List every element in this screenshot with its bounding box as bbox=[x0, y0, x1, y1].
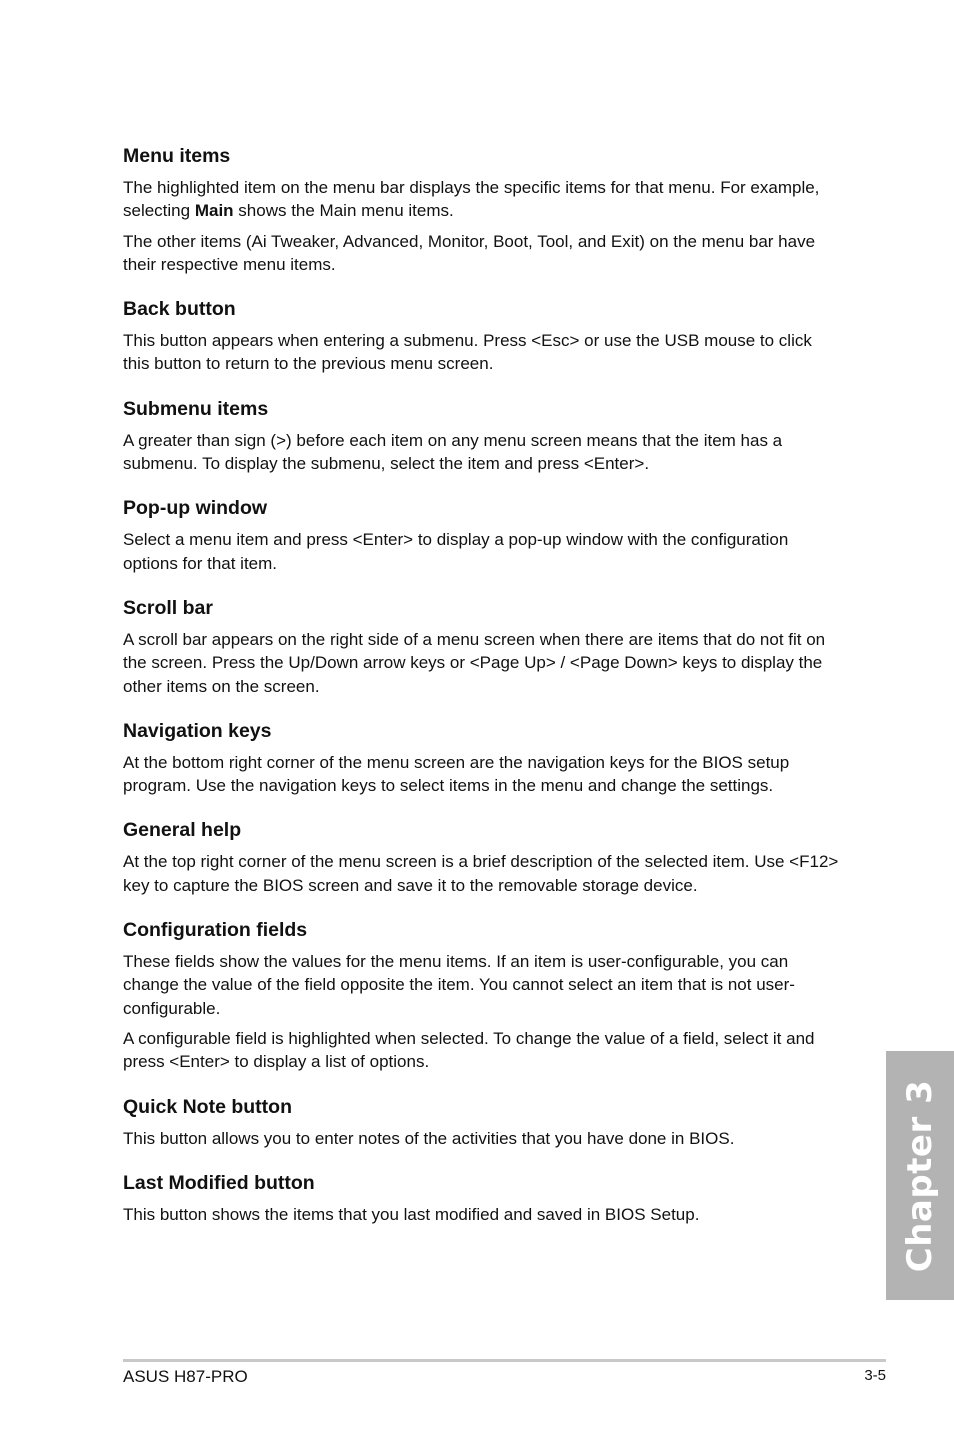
section-popup-window bbox=[123, 494, 843, 575]
section-heading: General help bbox=[123, 819, 242, 842]
section-menu-items bbox=[123, 142, 843, 276]
paragraph: This button allows you to enter notes of the activities that you have done in BIOS. bbox=[123, 1128, 735, 1148]
paragraph: A configurable field is highlighted when selected. To change the value of a field, select it and press <Enter> to display a list of options. bbox=[123, 1028, 815, 1072]
paragraph: At the top right corner of the menu screen is a brief description of the selected item. Use <F12> key to capture the BIOS screen and save it to the removable storage device. bbox=[123, 852, 839, 895]
paragraph: These fields show the values for the menu items. If an item is user-configurable, you can change the value of the field opposite the item. You cannot select an item that is not user-configurable. bbox=[123, 952, 795, 1018]
section-quick-note-button bbox=[123, 1093, 843, 1150]
section-heading: Quick Note button bbox=[123, 1095, 292, 1118]
paragraph: A scroll bar appears on the right side of a menu screen when there are items that do not fit on the screen. Press the Up/Down arrow keys or <Page Up> / <Page Down> keys to display the other items on the screen. bbox=[123, 629, 826, 696]
section-heading: Menu items bbox=[123, 145, 231, 167]
paragraph: At the bottom right corner of the menu screen are the navigation keys for the BIOS setup program. Use the navigation keys to select items in the menu and change the settings. bbox=[123, 752, 790, 796]
section-navigation-keys bbox=[123, 717, 843, 798]
footer-divider bbox=[123, 1359, 886, 1362]
paragraph: This button appears when entering a submenu. Press <Esc> or use the USB mouse to click this button to return to the previous menu screen. bbox=[123, 331, 812, 374]
section-last-modified-button bbox=[123, 1169, 843, 1226]
section-heading: Navigation keys bbox=[123, 719, 272, 742]
section-back-button bbox=[123, 295, 843, 376]
section-submenu-items bbox=[123, 395, 843, 476]
section-heading: Configuration fields bbox=[123, 919, 308, 942]
paragraph: This button shows the items that you last modified and saved in BIOS Setup. bbox=[123, 1204, 700, 1224]
paragraph: A greater than sign (>) before each item on any menu screen means that the item has a submenu. To display the submenu, select the item and press <Enter>. bbox=[123, 430, 783, 474]
footer-product-name: ASUS H87-PRO bbox=[123, 1367, 248, 1386]
bold-term: Main bbox=[194, 201, 234, 221]
section-scroll-bar bbox=[123, 594, 843, 698]
section-heading: Back button bbox=[123, 298, 236, 321]
section-general-help bbox=[123, 816, 843, 897]
section-heading: Last Modified button bbox=[123, 1171, 315, 1194]
paragraph: Select a menu item and press <Enter> to display a pop-up window with the configuration options for that item. bbox=[123, 530, 789, 573]
section-heading: Submenu items bbox=[123, 397, 269, 420]
chapter-tab bbox=[886, 1051, 954, 1300]
section-configuration-fields bbox=[123, 916, 843, 1073]
section-heading: Pop-up window bbox=[123, 497, 268, 520]
document-body bbox=[123, 142, 843, 1245]
section-heading: Scroll bar bbox=[123, 596, 213, 619]
chapter-tab-label: Chapter 3 bbox=[900, 1079, 940, 1272]
paragraph: The highlighted item on the menu bar displays the specific items for that menu. For example, selecting Main shows the Main menu items. bbox=[123, 178, 820, 221]
paragraph: The other items (Ai Tweaker, Advanced, Monitor, Boot, Tool, and Exit) on the menu bar have their respective menu items. bbox=[123, 231, 816, 274]
footer-page-number: 3-5 bbox=[864, 1367, 886, 1384]
